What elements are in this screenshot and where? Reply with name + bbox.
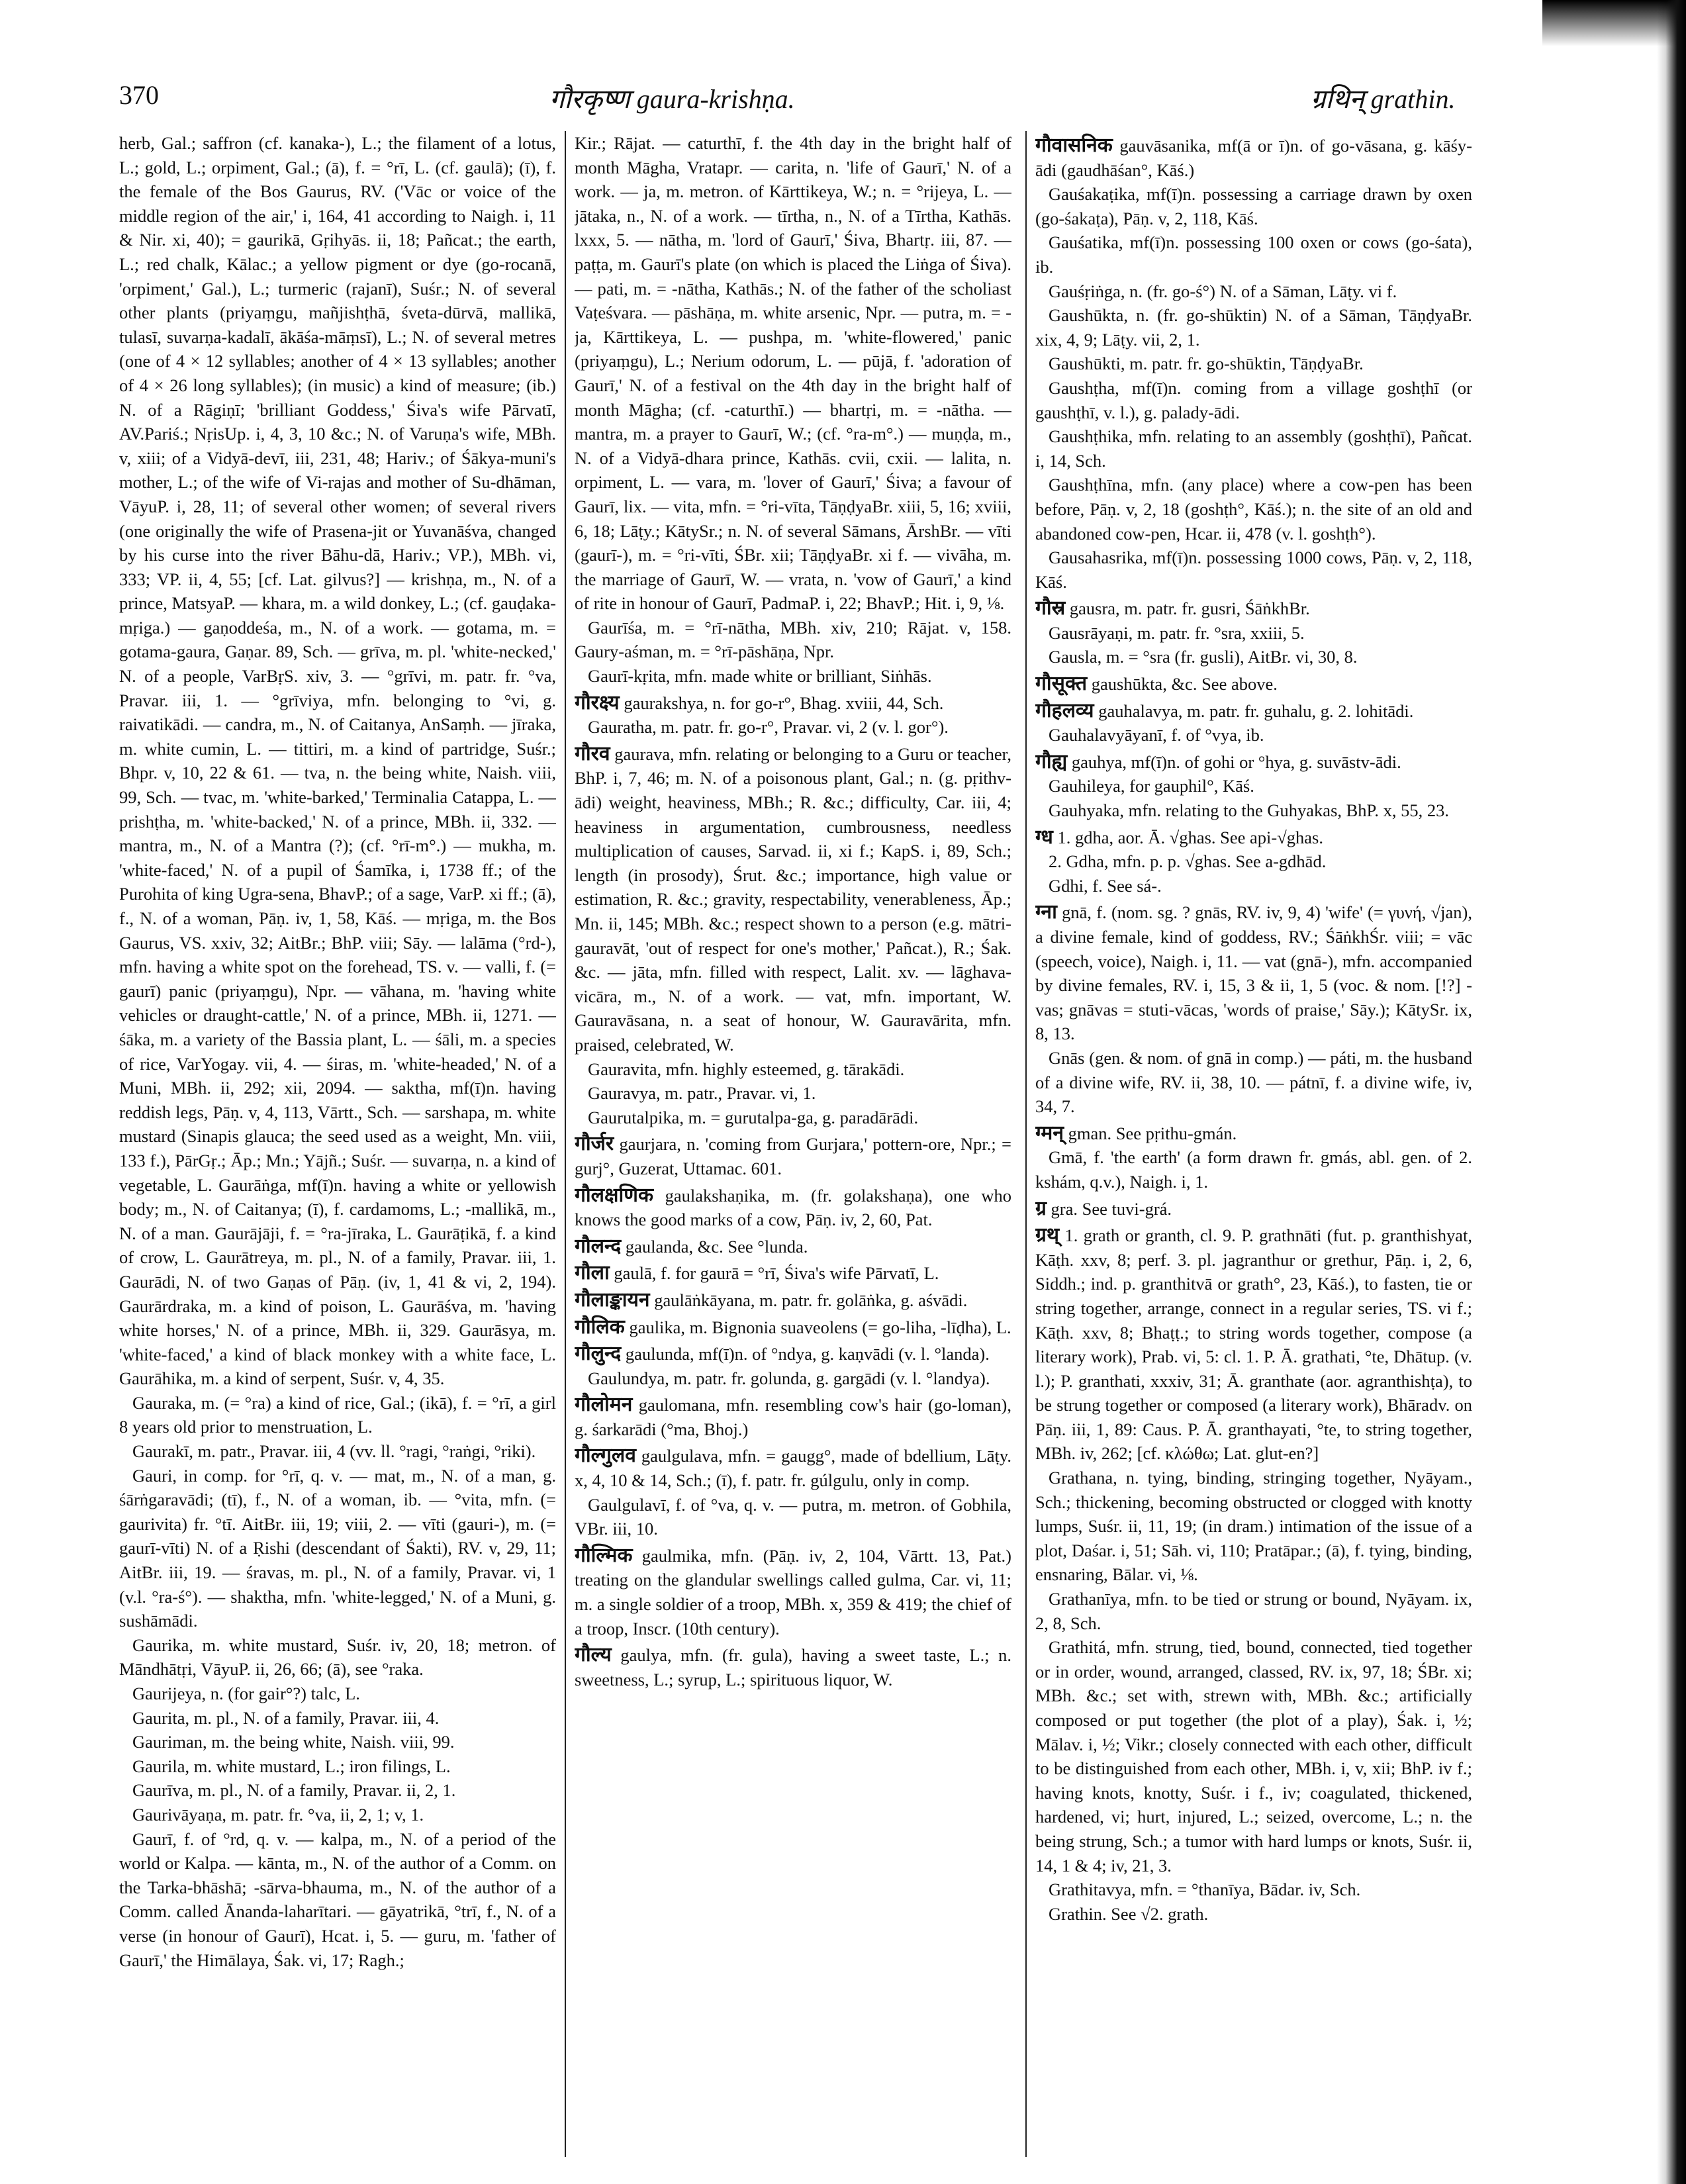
entry-text: Gausla, m. = °sra (fr. gusli), AitBr. vi, 30, 8. [1049, 647, 1358, 667]
entry-text: Gausrāyaṇi, m. patr. fr. °sra, xxiii, 5. [1049, 622, 1305, 643]
entry-text: Gaurīśa, m. = °rī-nātha, MBh. xiv, 210; Rājat. v, 158. Gaury-aśman, m. = °rī-pāshāṇa, Npr. [575, 617, 1011, 662]
devanagari-headword: गौसूक्त [1035, 672, 1088, 696]
dictionary-entry [119, 1464, 556, 1633]
dictionary-main-entry [575, 1444, 1011, 1492]
devanagari-headword: गौलक्षणिक [575, 1183, 654, 1207]
entry-text: Gauriman, m. the being white, Naish. viii, 99. [132, 1732, 455, 1752]
devanagari-headword: ग्र [1035, 1196, 1047, 1220]
dictionary-entry [1035, 723, 1472, 747]
devanagari-headword: गौलन्द [575, 1234, 622, 1258]
entry-text: Gaurī-kṛita, mfn. made white or brilliant, Siṅhās. [588, 666, 932, 687]
dictionary-main-entry [575, 1184, 1011, 1232]
devanagari-headword: गौलुन्द [575, 1342, 622, 1366]
dictionary-entry [1035, 1635, 1472, 1877]
dictionary-main-entry [1035, 596, 1472, 621]
dictionary-entry [575, 616, 1011, 664]
entry-text: Gnās (gen. & nom. of gnā in comp.) — páti, m. the husband of a divine wife, RV. ii, 38, 10. — pátnī, f. a divine wife, iv, 34, 7. [1035, 1047, 1472, 1117]
dictionary-column-3 [1035, 131, 1472, 2157]
dictionary-main-entry [575, 1132, 1011, 1180]
dictionary-main-entry [1035, 134, 1472, 182]
entry-text: Gmā, f. 'the earth' (a form drawn fr. gmás, abl. gen. of 2. kshám, q.v.), Naigh. i, 1. [1035, 1147, 1472, 1192]
entry-text: gaulāṅkāyana, m. patr. fr. golāṅka, g. aśvādi. [654, 1290, 968, 1310]
dictionary-entry [1035, 303, 1472, 352]
dictionary-main-entry [575, 1315, 1011, 1340]
entry-text: Gauśatika, mf(ī)n. possessing 100 oxen or cows (go-śata), ib. [1035, 232, 1472, 277]
devanagari-headword: गौल्गुलव [575, 1444, 636, 1468]
devanagari-headword: गौरक्ष्य [575, 690, 620, 714]
devanagari-headword: गौलोमन [575, 1393, 633, 1417]
dictionary-main-entry [1035, 750, 1472, 775]
dictionary-entry [1035, 798, 1472, 823]
entry-text: gra. See tuvi-grá. [1051, 1198, 1172, 1219]
dictionary-main-entry [575, 1393, 1011, 1441]
dictionary-main-entry [1035, 900, 1472, 1046]
dictionary-entry [575, 1493, 1011, 1541]
dictionary-entry [1035, 376, 1472, 424]
entry-text: gman. See pṛithu-gmán. [1068, 1123, 1237, 1143]
dictionary-entry [1035, 182, 1472, 230]
dictionary-main-entry [1035, 1121, 1472, 1146]
entry-text: gauvāsanika, mf(ā or ī)n. of go-vāsana, g. kāśy-ādi (gaudhāśan°, Kāś.) [1035, 136, 1472, 180]
dictionary-entry [1035, 849, 1472, 874]
dictionary-entry [119, 1391, 556, 1439]
entry-text: Gaurī, f. of °rd, q. v. — kalpa, m., N. of a period of the world or Kalpa. — kānta, m., N. of the author of a Comm. on the Tarka-bhāshā; -sārva-bhauma, m., N. of the author of a Comm. called Ānanda-laharītari. — gāyatrikā, °trī, f., N. of a verse (in honour of Gaurī), Hcat. i, 5. — guru, m. 'father of Gaurī,' the Himālaya, Śak. vi, 17; Ragh.; [119, 1828, 556, 1970]
devanagari-headword: गौवासनिक [1035, 134, 1113, 157]
entry-text: gaulakshaṇika, m. (fr. golakshaṇa), one who knows the good marks of a cow, Pāṇ. iv, 2, 60, Pat. [575, 1185, 1011, 1230]
dictionary-entry [1035, 473, 1472, 546]
dictionary-main-entry [575, 1643, 1011, 1691]
entry-text: Gaurita, m. pl., N. of a family, Pravar. iii, 4. [132, 1707, 440, 1728]
devanagari-headword: ग्मन् [1035, 1121, 1064, 1145]
dictionary-main-entry [575, 1235, 1011, 1259]
page-header [119, 79, 1635, 119]
devanagari-headword: गौर्जर [575, 1132, 614, 1156]
dictionary-entry [119, 1633, 556, 1682]
dictionary-entry [119, 1827, 556, 1973]
dictionary-entry [1035, 230, 1472, 279]
entry-text: gaulā, f. for gaurā = °rī, Śiva's wife Pārvatī, L. [614, 1263, 939, 1284]
dictionary-entry [1035, 1046, 1472, 1119]
devanagari-headword: गौहलव्य [1035, 698, 1094, 722]
entry-text: Gausahasrika, mf(ī)n. possessing 1000 cows, Pāṇ. v, 2, 118, Kāś. [1035, 547, 1472, 592]
entry-text: Gauravya, m. patr., Pravar. vi, 1. [588, 1083, 816, 1104]
entry-text: Gauravita, mfn. highly esteemed, g. tārakādi. [588, 1059, 905, 1079]
dictionary-entry [575, 1057, 1011, 1082]
dictionary-main-entry [575, 691, 1011, 716]
entry-text: gaulmika, mfn. (Pāṇ. iv, 2, 104, Vārtt. 13, Pat.) treating on the glandular swellings called gulma, Car. vi, 11; m. a single soldier of a troop, MBh. x, 359 & 419; the chief of a troop, Inscr. (10th century). [575, 1545, 1011, 1638]
entry-text: gausra, m. patr. fr. gusri, ŚāṅkhBr. [1069, 598, 1310, 619]
dictionary-entry [575, 1366, 1011, 1391]
dictionary-entry [1035, 546, 1472, 594]
entry-text: Gaurutalpika, m. = gurutalpa-ga, g. paradārādi. [588, 1107, 919, 1127]
dictionary-entry [119, 1778, 556, 1803]
entry-text: gaushūkta, &c. See above. [1091, 674, 1278, 694]
entry-text: Gaurijeya, n. (for gair°?) talc, L. [132, 1684, 360, 1703]
dictionary-entry [1035, 424, 1472, 473]
dictionary-entry [575, 715, 1011, 739]
dictionary-entry [575, 1106, 1011, 1130]
devanagari-headword: ग्रथ् [1035, 1223, 1060, 1247]
dictionary-entry [1035, 874, 1472, 898]
entry-text: Gauhyaka, mfn. relating to the Guhyakas, BhP. x, 55, 23. [1049, 800, 1449, 821]
dictionary-entry [119, 1439, 556, 1464]
entry-text: gnā, f. (nom. sg. ? gnās, RV. iv, 9, 4) 'wife' (= γυνή, √jan), a divine female, kind of goddess, RV.; ŚāṅkhŚr. viii; = vāc (speech, voice), Naigh. i, 11. — vat (gnā-), mfn. accompanied by divine females, RV. i, 15, 3 & ii, 1, 5 (voc. & nom. [!?] -vas; gnāvas = stuti-vācas, 'words of praise,' Sāy.); KātySr. ix, 8, 13. [1035, 902, 1472, 1044]
entry-text: Kir.; Rājat. — caturthī, f. the 4th day in the bright half of month Māgha, Vratapr. — carita, n. 'life of Gaurī,' N. of a work. — ja, m. metron. of Kārttikeya, W.; n. = °rijeya, L. — jātaka, n., N. of a work. — tīrtha, n., N. of a Tīrtha, Kathās. lxxx, 5. — nātha, m. 'lord of Gaurī,' Śiva, Bhartṛ. iii, 87. — paṭṭa, m. Gaurī's plate (on which is placed the Liṅga of Śiva). — pati, m. = -nātha, Kathās.; N. of the father of the scholiast Vaṭeśvara. — pāshāṇa, m. white arsenic, Npr. — putra, m. = -ja, Kārttikeya, L. — pushpa, m. 'white-flowered,' panic (priyaṃgu), L.; Nerium odorum, L. — pūjā, f. 'adoration of Gaurī,' N. of a festival on the 4th day in the bright half of month Māgha; (cf. -caturthī.) — bhartṛi, m. = -nātha. — mantra, m. a prayer to Gaurī, W.; (cf. °ra-m°.) — muṇḍa, m., N. of a Vidyā-dhara prince, Kathās. cvii, cxii. — lalita, n. orpiment, L. — vara, m. 'lover of Gaurī,' Śiva; a favour of Gaurī, lix. — vita, mfn. = °ri-vīta, TāṇḍyaBr. xiii, 5, 16; xviii, 6, 18; Lāṭy.; KātySr.; n. N. of several Sāmans, ĀrshBr. — vīti (gaurī-), m. = °ri-vīti, ŚBr. xii; TāṇḍyaBr. xi f. — vivāha, m. the marriage of Gaurī, W. — vrata, n. 'vow of Gaurī,' a kind of rite in honour of Gaurī, PadmaP. i, 22; BhavP.; Hit. i, 9, ⅛. [575, 133, 1011, 614]
devanagari-headword: गौस्र [1035, 596, 1066, 620]
dictionary-entry [1035, 621, 1472, 645]
devanagari-headword: गौलाङ्कायन [575, 1288, 650, 1311]
entry-text: herb, Gal.; saffron (cf. kanaka-), L.; the filament of a lotus, L.; gold, L.; orpiment, Gal.; (ā), f. = °rī, L. (cf. gaulā); (ī), f. the female of the Bos Gaurus, RV. ('Vāc or voice of the middle region of the air,' i, 164, 41 according to Naigh. i, 11 & Nir. xi, 40); = gaurikā, Gṛihyās. ii, 18; Pañcat.; the earth, L.; red chalk, Kālac.; a yellow pigment or dye (go-rocanā, 'orpiment,' Gal.), L.; turmeric (rajanī), Suśr.; N. of several other plants (priyaṃgu, mañjishṭhā, śveta-dūrvā, mallikā, tulasī, suvarṇa-kadalī, ākāśa-māṃsī), L.; N. of several metres (one of 4 × 12 syllables; another of 4 × 13 syllables; another of 4 × 26 long syllables); (in music) a kind of measure; (ib.) N. of a Rāgiṇī; 'brilliant Goddess,' Śiva's wife Pārvatī, AV.Pariś.; NṛisUp. i, 4, 3, 10 &c.; N. of Varuṇa's wife, MBh. v, xiii; of a Vidyā-devī, iii, 231, 48; Hariv.; of Śākya-muni's mother, L.; of the wife of Vi-rajas and mother of Su-dhāman, VāyuP. i, 28, 11; of several other women; of several rivers (one originally the wife of Prasena-jit or Yuvanāśva, changed by his curse into the river Bāhu-dā, Hariv.; VP.), MBh. vi, 333; VP. ii, 4, 55; [cf. Lat. gilvus?] — krishṇa, m., N. of a prince, MatsyaP. — khara, m. a wild donkey, L.; (cf. gauḍaka-mṛiga.) — gaṇoddeśa, m., N. of a work. — gotama, m. = gotama-gaura, Gaṇar. 89, Sch. — grīva, m. pl. 'white-necked,' N. of a people, VarBṛS. xiv, 3. — °grīvi, m. patr. fr. °va, Pravar. iii, 1. — °grīviya, mfn. belonging to °vi, g. raivatikādi. — candra, m., N. of Caitanya, AnSaṃh. — jīraka, m. white cumin, L. — tittiri, m. a kind of partridge, Suśr.; Bhpr. v, 10, 22 & 61. — tva, n. the being white, Naish. viii, 99, Sch. — tvac, m. 'white-barked,' Terminalia Catappa, L. — prishṭha, m. 'white-backed,' N. of a prince, MBh. ii, 332. — mantra, m., N. of a Mantra (?); (cf. °rī-m°.) — mukha, m. 'white-faced,' N. of a pupil of Śamīka, i, 1738 ff.; of the Purohita of king Ugra-sena, BhavP.; of a sage, VarP. xi ff.; (ā), f., N. of a woman, Pāṇ. iv, 1, 58, Kāś. — mṛiga, m. the Bos Gaurus, VS. xxiv, 32; AitBr.; BhP. viii; Sāy. — lalāma (°rd-), mfn. having a white spot on the forehead, TS. v. — valli, f. (= gaurī) panic (priyaṃgu), Npr. — vāhana, m. 'having white vehicles or draught-cattle,' N. of a prince, MBh. ii, 1271. — śāka, m. a variety of the Bassia plant, L. — śāli, m. a species of rice, VarYogay. vii, 4. — śiras, m. 'white-headed,' N. of a Muni, MBh. ii, 292; xii, 2094. — saktha, mf(ī)n. having reddish legs, Pāṇ. v, 4, 113, Vārtt., Sch. — sarshapa, m. white mustard (Sinapis glauca; the seed used as a weight, Mn. viii, 133 f.), PārGṛ.; Āp.; Mn.; Yājñ.; Suśr. — suvarṇa, n. a kind of vegetable, L. Gaurāṅga, mf(ī)n. having a white or yellowish body; m., N. of Caitanya; (ī), f. cardamoms, L.; -mallikā, m., N. of a man. Gaurājāji, f. = °ra-jīraka, L. Gaurāṭikā, f. a kind of crow, L. Gaurātreya, m. pl., N. of a family, Pravar. iii, 1. Gaurādi, N. of two Gaṇas of Pāṇ. (iv, 1, 41 & vi, 2, 194). Gaurārdraka, m. a kind of poison, L. Gaurāśva, m. 'having white horses,' N. of a prince, MBh. ii, 329. Gaurāsya, m. 'white-faced,' a kind of black monkey with a white face, L. Gaurāhika, m. a kind of serpent, Suśr. v, 4, 35. [119, 133, 556, 1389]
dictionary-main-entry [575, 1288, 1011, 1313]
dictionary-entry [1035, 1145, 1472, 1194]
entry-text: 1. grath or granth, cl. 9. P. grathnāti (fut. p. granthishyat, Kāṭh. xxv, 8; perf. 3. pl. jagranthur or grethur, Pāṇ. i, 2, 6, Siddh.; ind. p. granthitvā or grath°, 23, Kāś.), to fasten, tie or string together, arrange, connect in a regular series, TS. vi f.; Kāṭh. xxv, 8; Bhaṭṭ.; to string words together, compose (a literary work), Prab. vi, 5: cl. 1. P. Ā. grathati, °te, Dhātup. (v. l.); P. granthati, xxxiv, 31; Ā. granthate (aor. agranthishṭa), to be strung together or composed (a literary work), Bhāradv. on Pāṇ. iii, 1, 89: Caus. P. Ā. granthayati, °te, to string together, MBh. iv, 262; [cf. κλώθω; Lat. glut-en?] [1035, 1225, 1472, 1464]
dictionary-main-entry [575, 742, 1011, 1057]
dictionary-entry [119, 1730, 556, 1754]
entry-text: Grathin. See √2. grath. [1049, 1903, 1209, 1924]
dictionary-entry [119, 1682, 556, 1706]
entry-text: Gaushṭha, mf(ī)n. coming from a village goshṭhī (or gaushṭhī, v. l.), g. palady-ādi. [1035, 377, 1472, 422]
entry-text: Gaurila, m. white mustard, L.; iron filings, L. [132, 1756, 451, 1776]
entry-text: 2. Gdha, mfn. p. p. √ghas. See a-gdhād. [1049, 851, 1327, 872]
entry-text: gaulya, mfn. (fr. gula), having a sweet taste, L.; n. sweetness, L.; syrup, L.; spirituous liquor, W. [575, 1645, 1011, 1689]
devanagari-headword: गौरव [575, 741, 610, 765]
dictionary-main-entry [1035, 826, 1472, 850]
dictionary-column-1 [119, 131, 556, 2157]
left-running-headword: गौरकृष्ण gaura-krishṇa. [549, 84, 795, 114]
entry-text: Gaushūkti, m. patr. fr. go-shūktin, TāṇḍyaBr. [1049, 354, 1364, 374]
scan-edge-right [1657, 0, 1686, 2184]
entry-text: Gaulgulavī, f. of °va, q. v. — putra, m. metron. of Gobhila, VBr. iii, 10. [575, 1494, 1011, 1539]
devanagari-headword: गौल्मिक [575, 1543, 633, 1567]
dictionary-entry [1035, 774, 1472, 798]
dictionary-entry [1035, 1877, 1472, 1902]
dictionary-entry [1035, 279, 1472, 304]
page-number: 370 [119, 80, 159, 110]
entry-text: Gauratha, m. patr. fr. go-r°, Pravar. vi, 2 (v. l. gor°). [588, 717, 949, 737]
entry-text: Gaurika, m. white mustard, Suśr. iv, 20, 18; metron. of Māndhātṛi, VāyuP. ii, 26, 66; (ā), see °raka. [119, 1635, 556, 1680]
entry-text: Gauhileya, for gauphil°, Kāś. [1049, 776, 1254, 796]
devanagari-headword: ग्ना [1035, 900, 1057, 924]
entry-text: Gdhi, f. See sá-. [1049, 875, 1162, 896]
entry-text: gaulika, m. Bignonia suaveolens (= go-liha, -līḍha), L. [629, 1317, 1011, 1337]
dictionary-main-entry [1035, 699, 1472, 724]
dictionary-entry [119, 1803, 556, 1827]
entry-text: gauhalavya, m. patr. fr. guhalu, g. 2. lohitādi. [1098, 700, 1414, 721]
dictionary-entry [119, 1754, 556, 1779]
entry-text: Grathitavya, mfn. = °thanīya, Bādar. iv, Sch. [1049, 1879, 1361, 1900]
dictionary-main-entry [1035, 672, 1472, 696]
devanagari-headword: गौलिक [575, 1315, 625, 1339]
dictionary-column-2 [575, 131, 1011, 2157]
entry-text: Grathana, n. tying, binding, stringing together, Nyāyam., Sch.; thickening, becoming obstructed or clogged with knotty lumps, Suśr. ii, 11, 19; (in dram.) intimation of the issue of a plot, Daśar. i, 51; Sāh. vi, 110; Pratāpar.; (ā), f. tying, binding, ensnaring, Bālar. vi, ⅛. [1035, 1468, 1472, 1585]
devanagari-headword: ग्ध [1035, 825, 1053, 849]
dictionary-entry [1035, 1587, 1472, 1635]
dictionary-main-entry [575, 1544, 1011, 1640]
entry-text: Gauri, in comp. for °rī, q. v. — mat, m., N. of a man, g. śārṅgaravādi; (tī), f., N. of a woman, ib. — °vita, mfn. (= gaurivita) fr. °tī. AitBr. iii, 19; viii, 2. — vīti (gauri-), m. (= gaurī-vīti) N. of a Ṛishi (descendant of Śakti), RV. v, 29, 11; AitBr. iii, 19. — śravas, m. pl., N. of a family, Pravar. vi, 1 (v.l. °ra-ś°). — shaktha, mfn. 'white-legged,' N. of a Muni, g. sushāmādi. [119, 1465, 556, 1631]
dictionary-entry [1035, 1902, 1472, 1926]
entry-text: gaurakshya, n. for go-r°, Bhag. xviii, 44, Sch. [624, 692, 944, 713]
entry-text: Gaulundya, m. patr. fr. golunda, g. gargādi (v. l. °landya). [588, 1368, 990, 1388]
entry-text: Gauraka, m. (= °ra) a kind of rice, Gal.; (ikā), f. = °rī, a girl 8 years old prior to menstruation, L. [119, 1392, 556, 1437]
entry-text: Gaurivāyaṇa, m. patr. fr. °va, ii, 2, 1; v, 1. [132, 1804, 424, 1825]
entry-text: Gaushūkta, n. (fr. go-shūktin) N. of a Sāman, TāṇḍyaBr. xix, 4, 9; Lāṭy. vii, 2, 1. [1035, 305, 1472, 350]
right-running-headword: ग्रथिन् grathin. [1311, 84, 1456, 114]
dictionary-entry [1035, 645, 1472, 669]
entry-text: gaulomana, mfn. resembling cow's hair (go-loman), g. śarkarādi (°ma, Bhoj.) [575, 1395, 1011, 1439]
entry-text: gauhya, mf(ī)n. of gohi or °hya, g. suvāstv-ādi. [1071, 751, 1401, 772]
entry-text: Grathanīya, mfn. to be tied or strung or bound, Nyāyam. ix, 2, 8, Sch. [1035, 1589, 1472, 1633]
dictionary-entry [575, 131, 1011, 616]
entry-text: Gaushṭhīna, mfn. (any place) where a cow-pen has been before, Pāṇ. v, 2, 18 (goshṭh°, Kāś.); n. the site of an old and abandoned cow-pen, Hcar. ii, 478 (v. l. goshṭh°). [1035, 475, 1472, 544]
devanagari-headword: गौल्य [575, 1643, 612, 1667]
entry-text: Gaurīva, m. pl., N. of a family, Pravar. ii, 2, 1. [132, 1780, 456, 1801]
entry-text: Gaushṭhika, mfn. relating to an assembly (goshṭhī), Pañcat. i, 14, Sch. [1035, 426, 1472, 471]
dictionary-entry [575, 1081, 1011, 1106]
dictionary-entry [119, 131, 556, 1391]
entry-text: gaulunda, mf(ī)n. of °ndya, g. kaṇvādi (v. l. °landa). [625, 1344, 990, 1364]
entry-text: gaulanda, &c. See °lunda. [625, 1236, 808, 1257]
entry-text: Gauśṛiṅga, n. (fr. go-ś°) N. of a Sāman, Lāṭy. vi f. [1049, 281, 1397, 301]
devanagari-headword: गौला [575, 1261, 610, 1285]
devanagari-headword: गौह्य [1035, 749, 1068, 773]
entry-text: Gauśakaṭika, mf(ī)n. possessing a carriage drawn by oxen (go-śakaṭa), Pāṇ. v, 2, 118, Kāś. [1035, 184, 1472, 228]
entry-text: gaulgulava, mfn. = gaugg°, made of bdellium, Lāṭy. x, 4, 10 & 14, Sch.; (ī), f. patr. fr. gúlgulu, only in comp. [575, 1446, 1011, 1491]
entry-text: 1. gdha, aor. Ā. √ghas. See api-√ghas. [1057, 827, 1323, 847]
column-rule-2 [1025, 131, 1027, 2157]
dictionary-main-entry [1035, 1223, 1472, 1466]
dictionary-entry [1035, 352, 1472, 376]
dictionary-entry [1035, 1466, 1472, 1587]
dictionary-main-entry [575, 1342, 1011, 1366]
dictionary-main-entry [575, 1261, 1011, 1286]
entry-text: Grathitá, mfn. strung, tied, bound, connected, tied together or in order, wound, arranged, classed, RV. ix, 97, 18; ŚBr. xi; MBh. &c.; set with, strewn with, MBh. &c.; artificially composed or put together (the plot of a play), Śak. i, ½; Mālav. i, ½; Vikr.; closely connected with each other, difficult to be distinguished from each other, MBh. i, v, xii; BhP. iv f.; having knots, knotty, Suśr. i f., iv; coagulated, thickened, hardened, vi; hurt, injured, L.; seized, overcome, L.; n. the being strung, Sch.; a tumor with hard lumps or knots, Suśr. ii, 14, 1 & 4; iv, 21, 3. [1035, 1637, 1472, 1875]
dictionary-entry [575, 664, 1011, 688]
entry-text: gaurjara, n. 'coming from Gurjara,' pottern-ore, Npr.; = gurj°, Guzerat, Uttamac. 601. [575, 1134, 1011, 1178]
entry-text: gaurava, mfn. relating or belonging to a Guru or teacher, BhP. i, 7, 46; m. N. of a poisonous plant, Gal.; n. (g. pṛithv-ādi) weight, heaviness, MBh.; R. &c.; difficulty, Car. iii, 4; heaviness in argumentation, cumbrousness, needless multiplication of causes, Sarvad. ii, xi f.; KapS. i, 89, Sch.; length (in prosody), Śrut. &c.; importance, high value or estimation, R. &c.; gravity, respectability, venerableness, Āp.; Mn. ii, 145; MBh. &c.; respect shown to a person (e.g. mātri-gauravāt, 'out of respect for one's mother,' Pañcat.), R.; Śak. &c. — jāta, mfn. filled with respect, Lalit. xv. — lāghava-vicāra, m., N. of a work. — vat, mfn. important, W. Gauravāsana, n. a seat of honour, W. Gauravārita, mfn. praised, celebrated, W. [575, 743, 1011, 1055]
entry-text: Gauhalavyāyanī, f. of °vya, ib. [1049, 725, 1264, 745]
dictionary-main-entry [1035, 1197, 1472, 1221]
dictionary-entry [119, 1706, 556, 1731]
entry-text: Gaurakī, m. patr., Pravar. iii, 4 (vv. ll. °ragi, °raṅgi, °riki). [132, 1441, 536, 1462]
column-rule-1 [565, 131, 566, 2157]
